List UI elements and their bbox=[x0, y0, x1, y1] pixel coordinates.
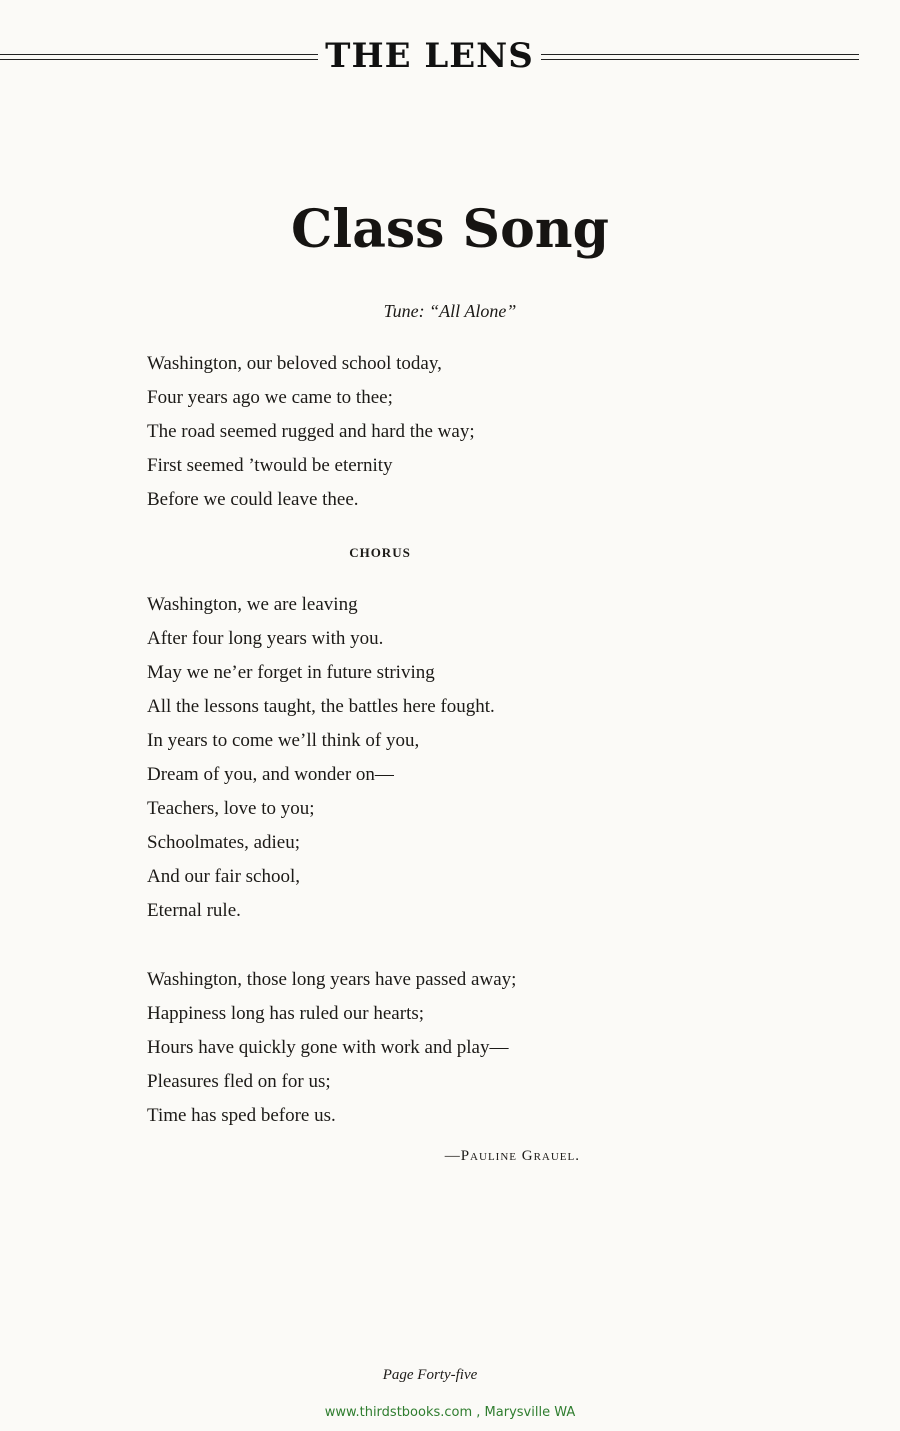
chorus-line: May we ne’er forget in future striving bbox=[147, 662, 435, 683]
verse-line: Washington, those long years have passed away; bbox=[147, 969, 517, 990]
chorus-line: After four long years with you. bbox=[147, 628, 384, 649]
chorus bbox=[147, 588, 787, 928]
chorus-line: Teachers, love to you; bbox=[147, 798, 315, 819]
verse-line: First seemed ’twould be eternity bbox=[147, 455, 393, 476]
author-credit: —Pauline Grauel. bbox=[444, 1148, 580, 1164]
verse-line: Washington, our beloved school today, bbox=[147, 353, 442, 374]
chorus-line: In years to come we’ll think of you, bbox=[147, 730, 420, 751]
tune-line: Tune: “All Alone” bbox=[383, 301, 517, 321]
header-rule-right bbox=[541, 54, 859, 60]
verse-2 bbox=[147, 963, 787, 1133]
verse-line: Happiness long has ruled our hearts; bbox=[147, 1003, 425, 1024]
verse-line: The road seemed rugged and hard the way; bbox=[147, 421, 475, 442]
chorus-line: Washington, we are leaving bbox=[147, 594, 358, 615]
chorus-line: Schoolmates, adieu; bbox=[147, 832, 301, 853]
page-number: Page Forty-five bbox=[382, 1367, 478, 1383]
chorus-line: Dream of you, and wonder on— bbox=[147, 764, 394, 785]
verse-line: Before we could leave thee. bbox=[147, 489, 359, 510]
verse-line: Pleasures fled on for us; bbox=[147, 1071, 331, 1092]
verse-1 bbox=[147, 347, 787, 517]
footer-url: www.thirdstbooks.com , Marysville WA bbox=[324, 1405, 576, 1420]
masthead: THE LENS bbox=[325, 36, 534, 76]
verse-line: Four years ago we came to thee; bbox=[147, 387, 393, 408]
chorus-line: Eternal rule. bbox=[147, 900, 241, 921]
chorus-label: CHORUS bbox=[349, 545, 411, 560]
chorus-line: And our fair school, bbox=[147, 866, 301, 887]
page-title: Class Song bbox=[291, 199, 609, 260]
verse-line: Hours have quickly gone with work and play— bbox=[147, 1037, 509, 1058]
verse-line: Time has sped before us. bbox=[147, 1105, 336, 1126]
header-rule-left bbox=[0, 54, 318, 60]
page-header bbox=[0, 34, 900, 84]
chorus-line: All the lessons taught, the battles here fought. bbox=[147, 696, 495, 717]
